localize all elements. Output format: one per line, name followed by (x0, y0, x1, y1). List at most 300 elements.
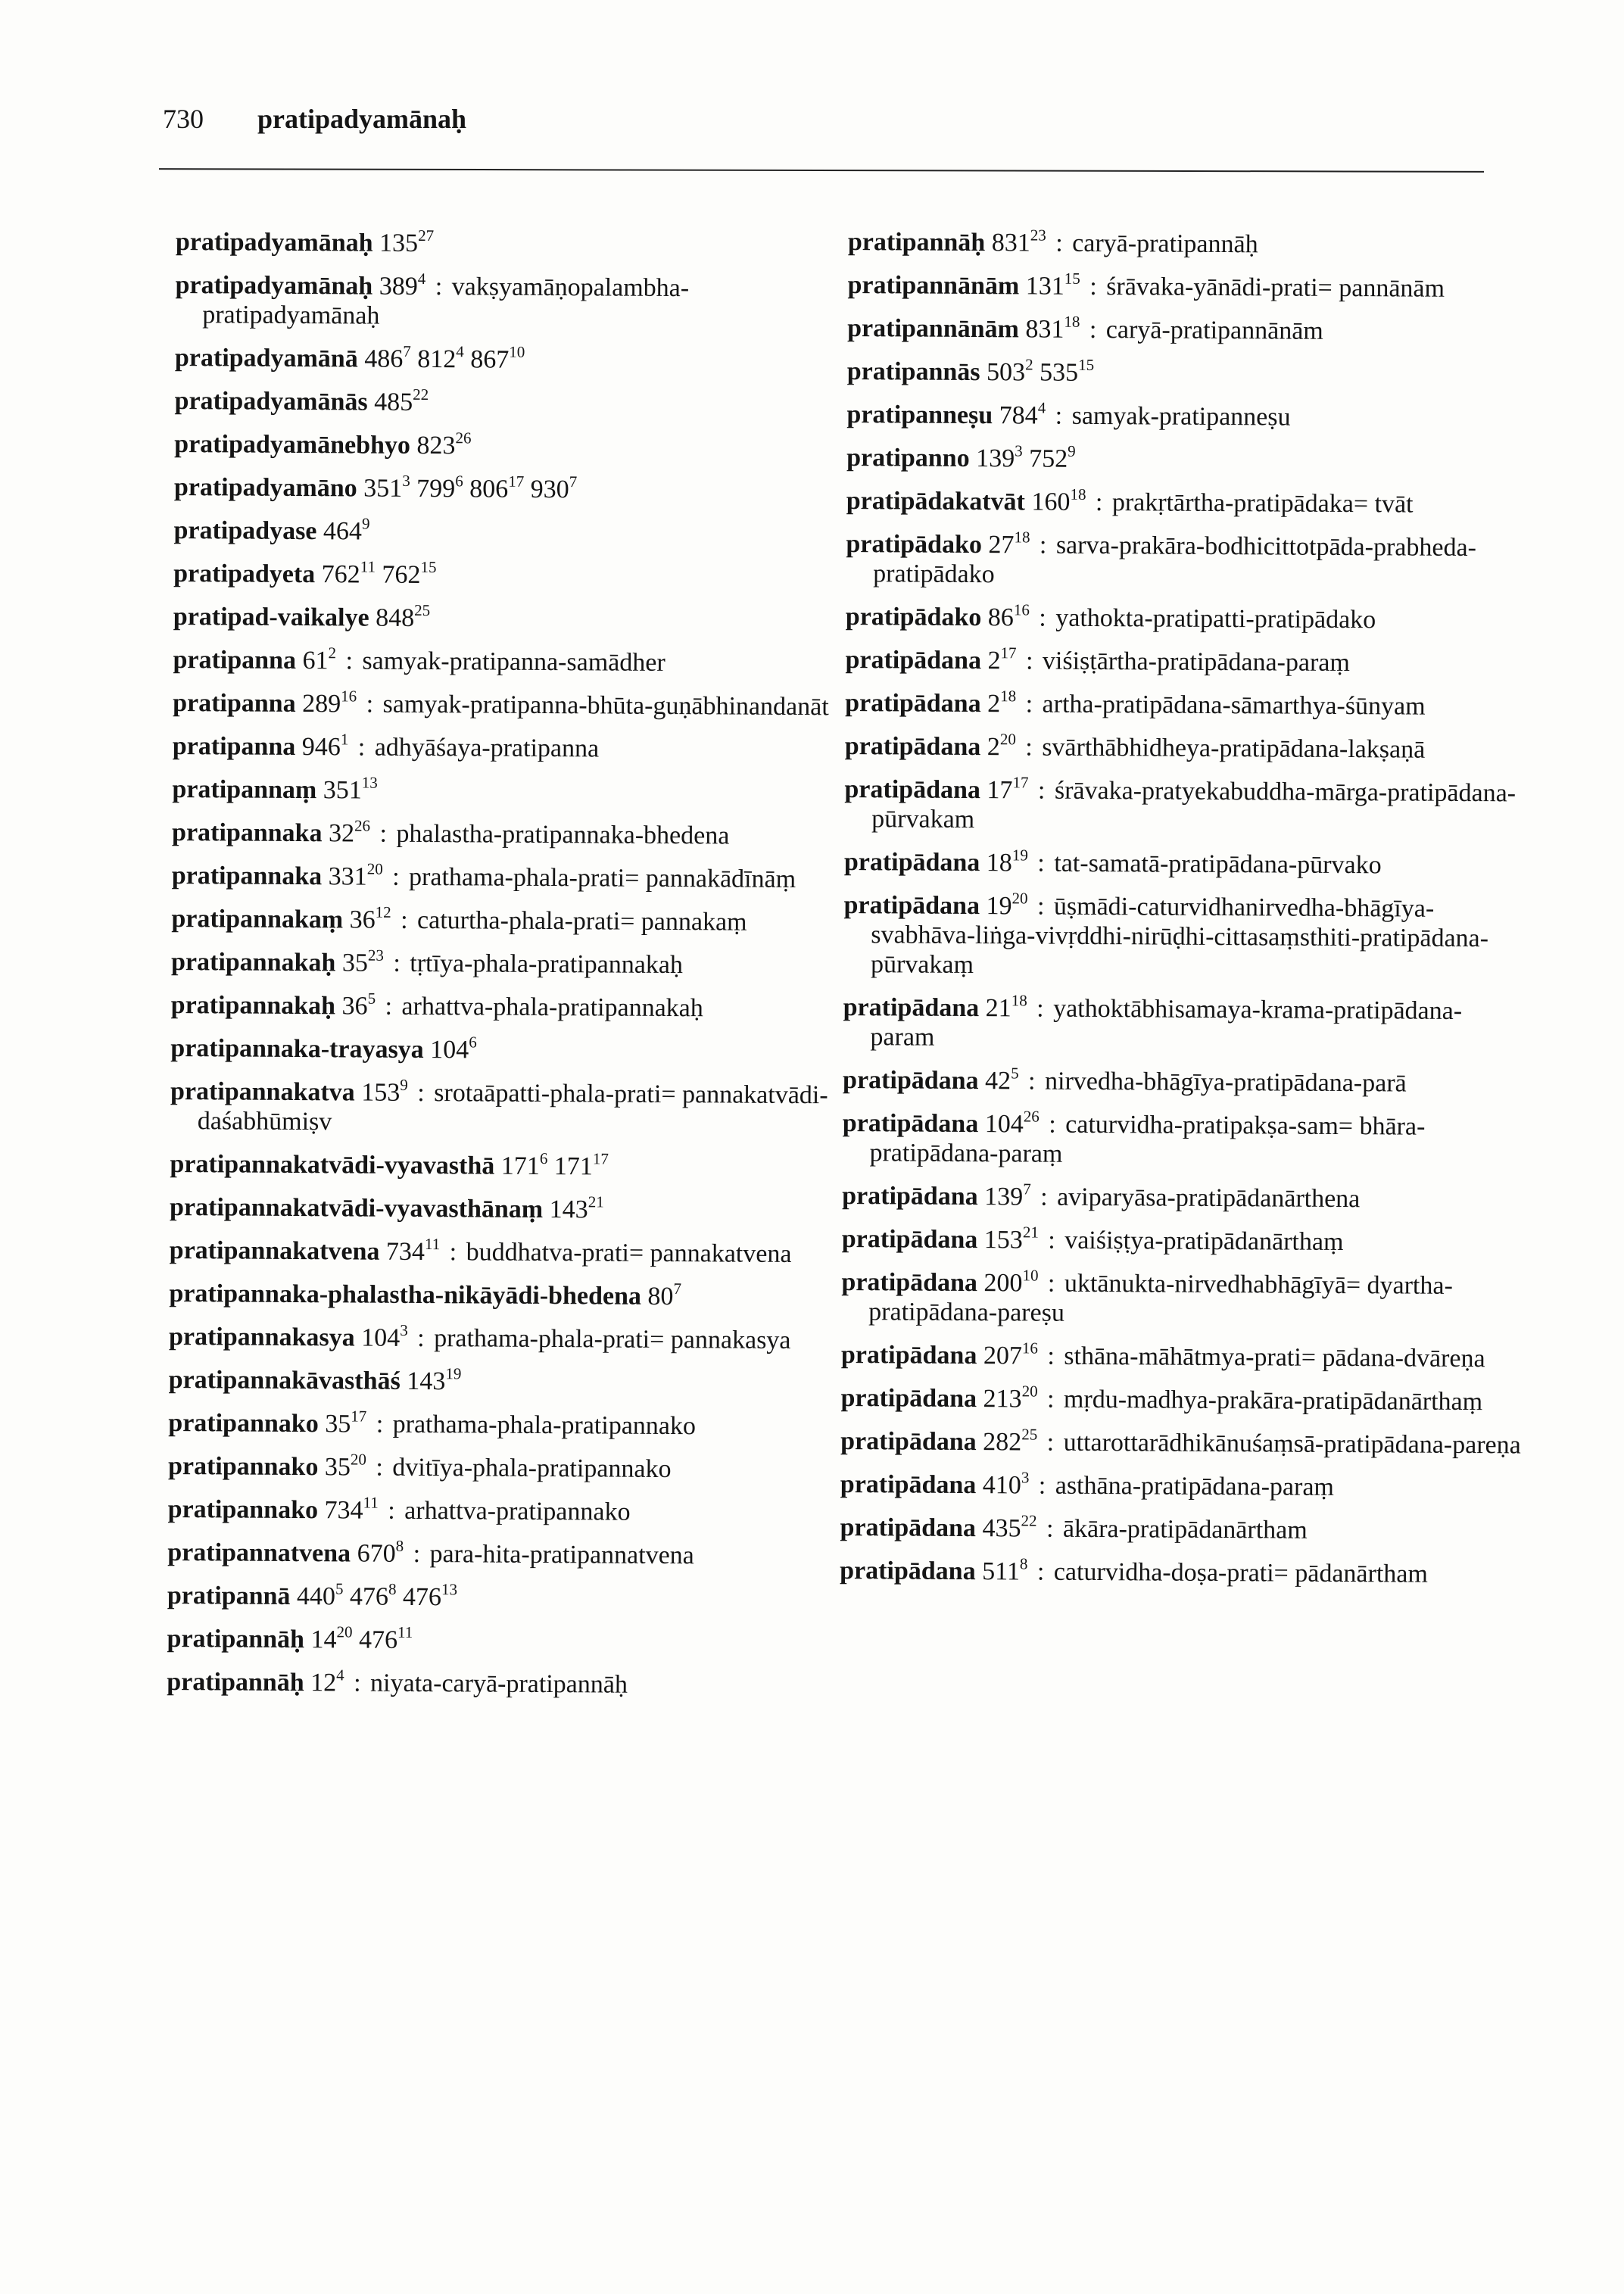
header-rule (159, 168, 1484, 173)
ref-line: 16 (1021, 1339, 1039, 1357)
page-line-reference (310, 1666, 344, 1697)
entry-headword: pratipādako (845, 602, 982, 632)
ref-page: 139 (984, 1183, 1024, 1211)
entry-headword: pratipannā (167, 1581, 291, 1610)
ref-line: 18 (1064, 312, 1080, 331)
entry-headword: pratipannakatvādi-vyavasthā (170, 1149, 495, 1180)
gloss-separator: : (372, 819, 394, 848)
ref-page: 171 (553, 1152, 593, 1181)
gloss-separator: : (1019, 690, 1040, 718)
ref-line: 6 (455, 472, 463, 491)
entry-headword: pratipannaka-phalastha-nikāyādi-bhedena (169, 1279, 642, 1311)
index-entry (842, 1224, 1523, 1258)
ref-page: 61 (302, 647, 329, 675)
entry-gloss: buddhatva-prati= pannakatvena (466, 1238, 792, 1268)
page-line-reference (500, 1149, 548, 1180)
page-line-reference (376, 600, 431, 632)
gloss-separator: : (1031, 776, 1052, 805)
page-line-reference (982, 1468, 1030, 1500)
index-entry (169, 1322, 850, 1355)
page-line-reference (417, 342, 464, 374)
ref-line: 15 (420, 557, 437, 577)
entry-gloss: samyak-pratipanneṣu (1071, 401, 1291, 432)
page-line-reference (976, 441, 1023, 473)
ref-page: 762 (321, 560, 360, 589)
entry-gloss: viśiṣṭārtha-pratipādana-paraṃ (1042, 647, 1351, 678)
page-line-reference (530, 472, 578, 504)
ref-line: 1 (340, 730, 349, 749)
index-entry (847, 313, 1529, 347)
ref-line: 15 (1064, 269, 1080, 288)
entry-gloss: samyak-pratipanna-bhūta-guṇābhinandanāt (382, 690, 829, 722)
entry-gloss: vaiśiṣṭya-pratipādanārthaṃ (1064, 1226, 1344, 1257)
page-line-reference (407, 1364, 462, 1396)
index-entry (840, 1470, 1522, 1503)
ref-page: 143 (407, 1367, 446, 1396)
page-line-reference (328, 859, 383, 891)
index-entry (170, 1236, 851, 1269)
ref-line: 6 (539, 1149, 548, 1168)
ref-line: 5 (1011, 1064, 1019, 1083)
entry-headword: pratipanno (846, 443, 970, 472)
entry-headword: pratipannako (167, 1495, 319, 1525)
index-entry (840, 1556, 1521, 1589)
ref-line: 3 (400, 1320, 408, 1339)
entry-headword: pratipannakatvena (169, 1236, 380, 1266)
entry-gloss: caturvidha-pratipakṣa-sam= bhāra-pratipādana-paraṃ (869, 1110, 1426, 1168)
index-entry (840, 1383, 1522, 1417)
page-line-reference (364, 341, 411, 373)
entry-gloss: uktānukta-nirvedhabhāgīyā= dyartha-pratipādana-pareṣu (868, 1269, 1453, 1327)
ref-line: 20 (336, 1622, 353, 1641)
page-line-reference (341, 946, 385, 977)
page-line-reference (416, 429, 472, 460)
entry-gloss: prathama-phala-pratipannako (392, 1410, 697, 1441)
gloss-separator: : (369, 1453, 390, 1482)
ref-page: 21 (985, 994, 1011, 1023)
ref-line: 2 (1025, 355, 1033, 374)
index-entry (167, 1667, 848, 1700)
page-line-reference (984, 1180, 1031, 1211)
ref-line: 17 (592, 1149, 609, 1168)
page-line-reference (328, 816, 371, 848)
ref-line: 18 (1000, 687, 1017, 706)
ref-line: 5 (367, 989, 376, 1008)
entry-gloss: prathama-phala-prati= pannakādīnāṃ (409, 862, 796, 894)
ref-page: 2 (987, 733, 1000, 762)
entry-headword: pratipādana (845, 688, 981, 718)
entry-headword: pratipādana (844, 731, 981, 762)
gloss-separator: : (429, 273, 449, 301)
entry-headword: pratipadyamānebhyo (174, 429, 411, 460)
index-entry (167, 1581, 849, 1614)
index-entry (171, 904, 853, 937)
ref-page: 135 (379, 229, 419, 257)
page-line-reference (549, 1192, 604, 1224)
entry-headword: pratipanna (173, 645, 297, 675)
gloss-separator: : (1040, 1514, 1061, 1543)
entry-gloss: prakṛtārtha-pratipādaka= tvāt (1111, 488, 1414, 519)
ref-page: 476 (358, 1625, 398, 1654)
ref-line: 12 (375, 902, 391, 921)
gloss-separator: : (1083, 272, 1104, 301)
ref-line: 7 (1023, 1180, 1031, 1198)
gloss-separator: : (1040, 1385, 1061, 1413)
ref-page: 160 (1031, 488, 1071, 516)
entry-headword: pratipādana (840, 1513, 977, 1543)
page-number: 730 (163, 104, 204, 134)
index-entry (846, 486, 1528, 519)
page-line-reference (379, 226, 435, 257)
ref-page: 389 (379, 272, 418, 301)
page-line-reference (1029, 441, 1076, 473)
entry-gloss: caryā-pratipannānām (1105, 316, 1323, 345)
gloss-separator: : (385, 862, 407, 891)
entry-gloss: phalastha-pratipannaka-bhedena (396, 819, 730, 850)
gloss-separator: : (410, 1323, 432, 1353)
ref-line: 11 (424, 1235, 441, 1254)
page-line-reference (301, 730, 349, 762)
ref-line: 3 (402, 471, 410, 490)
ref-page: 476 (402, 1582, 442, 1612)
page-line-reference (982, 1554, 1028, 1586)
page-line-reference (323, 773, 378, 805)
ref-line: 13 (441, 1580, 458, 1599)
page-line-reference (987, 773, 1029, 805)
ref-line: 13 (361, 773, 378, 792)
ref-page: 476 (349, 1582, 389, 1611)
entry-headword: pratipādana (841, 1267, 978, 1298)
index-entry (173, 516, 855, 549)
ref-line: 11 (397, 1622, 413, 1641)
entry-gloss: niyata-caryā-pratipannāḥ (370, 1669, 628, 1699)
page-line-reference (469, 472, 525, 503)
entry-gloss: srotaāpatti-phala-prati= pannakatvādi-daśabhūmiṣv (197, 1079, 828, 1136)
index-entry (840, 1426, 1522, 1460)
entry-headword: pratipādana (840, 1426, 977, 1457)
ref-line: 7 (673, 1279, 682, 1298)
index-entry (843, 993, 1524, 1055)
gloss-separator: : (1019, 647, 1040, 675)
ref-page: 831 (991, 229, 1030, 257)
index-column-left (167, 227, 857, 1714)
index-entry (842, 1181, 1523, 1214)
ref-line: 2 (328, 644, 337, 662)
ref-page: 104 (361, 1323, 401, 1352)
entry-gloss: śrāvaka-pratyekabuddha-mārga-pratipādana-pūrvakam (871, 776, 1516, 834)
entry-headword: pratipannakaḥ (170, 947, 336, 977)
ref-page: 213 (983, 1385, 1022, 1413)
index-entry (171, 947, 853, 980)
entry-headword: pratipādana (842, 1108, 979, 1139)
index-entry (170, 1033, 852, 1067)
index-entry (842, 1108, 1523, 1171)
entry-gloss: dvitīya-phala-pratipannako (392, 1453, 672, 1484)
gloss-separator: : (378, 992, 399, 1021)
index-entry (840, 1513, 1521, 1546)
page-line-reference (324, 1450, 367, 1482)
page-line-reference (983, 1425, 1038, 1457)
page-line-reference (983, 1223, 1039, 1255)
entry-gloss: svārthābhidheya-pratipādana-lakṣaṇā (1042, 733, 1426, 764)
index-entry (170, 1077, 852, 1139)
ref-page: 351 (363, 474, 403, 503)
ref-page: 503 (986, 358, 1026, 387)
entry-gloss: vakṣyamāṇopalambha-pratipadyamānaḥ (202, 273, 690, 330)
ref-page: 734 (385, 1237, 425, 1267)
ref-page: 464 (323, 517, 363, 546)
ref-page: 511 (982, 1557, 1021, 1586)
page-line-reference (470, 342, 525, 374)
ref-page: 823 (416, 431, 456, 460)
page-line-reference (1025, 312, 1080, 344)
entry-headword: pratipadyamānaḥ (175, 227, 373, 257)
entry-headword: pratipannakaḥ (170, 990, 336, 1021)
entry-gloss: adhyāśaya-pratipanna (374, 733, 600, 763)
page-line-reference (986, 846, 1029, 877)
page-line-reference (302, 687, 357, 718)
entry-headword: pratipādana (840, 1340, 977, 1370)
entry-gloss: asthāna-pratipādana-paraṃ (1055, 1471, 1335, 1501)
ref-page: 812 (417, 344, 457, 374)
gloss-separator: : (394, 905, 415, 934)
entry-headword: pratipannakatva (170, 1077, 355, 1107)
ref-line: 25 (1021, 1425, 1038, 1444)
ref-page: 104 (984, 1110, 1024, 1139)
index-entry (845, 731, 1526, 765)
index-entry (170, 1149, 851, 1183)
gloss-separator: : (410, 1078, 432, 1108)
ref-page: 27 (988, 531, 1015, 559)
entry-headword: pratipannakasya (168, 1322, 355, 1352)
index-entry (843, 890, 1526, 983)
gloss-separator: : (1033, 1183, 1055, 1211)
index-entry (846, 529, 1527, 592)
entry-headword: pratipannās (846, 357, 980, 387)
gloss-separator: : (1032, 603, 1053, 632)
entry-gloss: caryā-pratipannāḥ (1072, 229, 1258, 259)
gloss-separator: : (1040, 1342, 1061, 1370)
entry-gloss: arhattva-pratipannako (404, 1496, 631, 1526)
gloss-separator: : (1049, 229, 1070, 257)
page-line-reference (324, 1493, 379, 1525)
ref-page: 670 (357, 1539, 396, 1568)
ref-page: 734 (324, 1496, 363, 1525)
index-entry (174, 429, 856, 463)
page-line-reference (1025, 269, 1080, 301)
running-header (163, 97, 1480, 145)
gloss-separator: : (347, 1669, 368, 1697)
page-line-reference (382, 557, 437, 589)
index-entry (170, 1192, 851, 1226)
ref-line: 4 (1037, 398, 1046, 417)
page-line-reference (379, 269, 426, 301)
gloss-separator: : (338, 647, 360, 675)
ref-page: 14 (310, 1625, 337, 1654)
gloss-separator: : (1041, 1269, 1062, 1298)
index-entry (843, 1065, 1524, 1099)
ref-line: 19 (1011, 846, 1029, 865)
ref-line: 7 (569, 472, 578, 491)
page-line-reference (982, 1511, 1037, 1543)
entry-headword: pratipādana (843, 993, 980, 1023)
ref-page: 848 (376, 603, 415, 632)
ref-page: 36 (341, 992, 368, 1021)
ref-page: 17 (987, 776, 1013, 805)
index-entry (844, 775, 1526, 837)
ref-line: 20 (350, 1450, 367, 1469)
ref-line: 22 (1021, 1511, 1037, 1530)
ref-line: 6 (469, 1033, 477, 1052)
entry-headword: pratipad-vaikalye (173, 602, 369, 632)
gloss-separator: : (1049, 401, 1069, 430)
page-line-reference (430, 1033, 477, 1064)
index-entry (846, 602, 1527, 635)
page-line-reference (987, 600, 1030, 632)
page-line-reference (1031, 485, 1086, 516)
entry-headword: pratipadyamānaḥ (175, 270, 373, 301)
entry-headword: pratipādana (840, 1383, 977, 1413)
entry-headword: pratipādana (840, 1556, 976, 1586)
entry-headword: pratipadyamānās (174, 386, 368, 416)
ref-page: 535 (1039, 358, 1079, 387)
index-entry (176, 227, 857, 260)
ref-line: 19 (445, 1364, 462, 1383)
page-line-reference (987, 730, 1016, 762)
ref-page: 36 (349, 905, 376, 934)
page-line-reference (310, 1622, 353, 1654)
ref-line: 18 (1014, 528, 1030, 547)
entry-headword: pratipannāḥ (167, 1624, 305, 1654)
ref-line: 20 (999, 730, 1016, 749)
entry-headword: pratipanna (173, 688, 296, 718)
gloss-separator: : (381, 1496, 402, 1525)
entry-gloss: sarva-prakāra-bodhicittotpāda-prabheda-pratipādako (873, 531, 1477, 589)
index-entry (172, 775, 853, 808)
ref-page: 867 (470, 345, 510, 374)
ref-page: 331 (328, 862, 367, 891)
ref-page: 35 (325, 1410, 351, 1438)
page-line-reference (325, 1407, 367, 1438)
ref-line: 17 (1012, 773, 1029, 792)
ref-line: 9 (361, 514, 370, 533)
page-line-reference (416, 472, 463, 503)
index-entry (174, 472, 856, 506)
gloss-separator: : (1021, 1067, 1043, 1096)
ref-line: 20 (1021, 1382, 1038, 1401)
index-column-right (840, 227, 1529, 1603)
gloss-separator: : (1030, 849, 1052, 877)
index-entry (173, 645, 854, 678)
entry-headword: pratipādana (843, 1065, 979, 1096)
ref-line: 3 (1021, 1468, 1030, 1487)
page-line-reference (988, 528, 1030, 559)
entry-gloss: śrāvaka-yānādi-prati= pannānām (1106, 273, 1445, 303)
page-line-reference (374, 385, 429, 416)
entry-headword: pratipannakāvasthāś (168, 1365, 401, 1395)
entry-headword: pratipannaka-trayasya (170, 1033, 424, 1064)
index-entry (167, 1624, 848, 1657)
ref-page: 2 (987, 647, 1001, 675)
index-entry (848, 227, 1529, 260)
index-entry (845, 688, 1526, 722)
ref-page: 752 (1029, 444, 1068, 473)
gloss-separator: : (1032, 1471, 1052, 1500)
ref-page: 139 (976, 444, 1015, 473)
ref-line: 7 (403, 341, 411, 360)
gloss-separator: : (386, 949, 407, 977)
entry-headword: pratipannāḥ (847, 227, 986, 257)
ref-line: 10 (509, 342, 525, 361)
ref-line: 9 (400, 1075, 408, 1094)
ref-line: 4 (456, 342, 464, 361)
ref-page: 153 (983, 1226, 1023, 1255)
index-entry (168, 1408, 849, 1442)
ref-page: 435 (982, 1514, 1021, 1543)
ref-line: 17 (351, 1407, 367, 1426)
entry-gloss: ūṣmādi-caturvidhanirvedha-bhāgīya-svabhāva-liṅga-vivṛddhi-nirūḍhi-cittasaṃsthiti-pratipādana-pūrvakaṃ (870, 892, 1489, 980)
ref-page: 153 (361, 1078, 401, 1107)
entry-headword: pratipanneṣu (846, 400, 993, 430)
index-entry (171, 990, 853, 1024)
entry-headword: pratipādana (843, 890, 980, 921)
index-entry (841, 1267, 1523, 1330)
entry-headword: pratipadyase (173, 516, 317, 546)
entry-gloss: yathoktābhisamaya-krama-pratipādana-param (870, 994, 1463, 1052)
page-line-reference (987, 644, 1017, 675)
entry-headword: pratipādako (846, 529, 983, 559)
entry-headword: pratipadyamānā (174, 343, 358, 373)
entry-headword: pratipādana (842, 1181, 978, 1211)
gloss-separator: : (1030, 892, 1052, 921)
index-entry (168, 1495, 849, 1528)
ref-page: 784 (999, 401, 1038, 430)
ref-line: 8 (395, 1536, 404, 1555)
ref-page: 207 (983, 1342, 1023, 1370)
gloss-separator: : (1089, 488, 1109, 517)
index-entry (845, 645, 1526, 678)
entry-headword: pratipannānām (847, 313, 1020, 344)
entry-headword: pratipādana (843, 847, 980, 877)
ref-line: 16 (341, 687, 357, 706)
ref-line: 8 (388, 1579, 397, 1598)
index-entry (841, 1340, 1523, 1373)
ref-line: 15 (1078, 355, 1095, 374)
page-line-reference (363, 471, 410, 503)
entry-gloss: yathokta-pratipatti-pratipādako (1055, 603, 1376, 634)
ref-page: 282 (983, 1428, 1022, 1457)
ref-line: 17 (508, 472, 525, 491)
ref-line: 25 (414, 600, 431, 620)
index-entry (846, 443, 1528, 476)
ref-page: 410 (982, 1471, 1021, 1500)
entry-headword: pratipadyeta (173, 559, 316, 589)
index-entry (846, 400, 1528, 433)
ref-line: 5 (335, 1579, 344, 1598)
entry-headword: pratipannānām (847, 270, 1020, 301)
ref-line: 27 (418, 226, 435, 245)
entry-gloss: arhattva-phala-pratipannakaḥ (401, 992, 703, 1023)
ref-page: 2 (987, 690, 1001, 718)
page-line-reference (987, 687, 1017, 718)
entry-headword: pratipannāḥ (167, 1667, 304, 1697)
entry-gloss: para-hita-pratipannatvena (429, 1540, 694, 1570)
index-entry (172, 861, 853, 894)
index-entry (175, 270, 856, 333)
index-entry (172, 818, 853, 851)
ref-page: 143 (549, 1195, 588, 1224)
ref-line: 4 (417, 269, 426, 288)
